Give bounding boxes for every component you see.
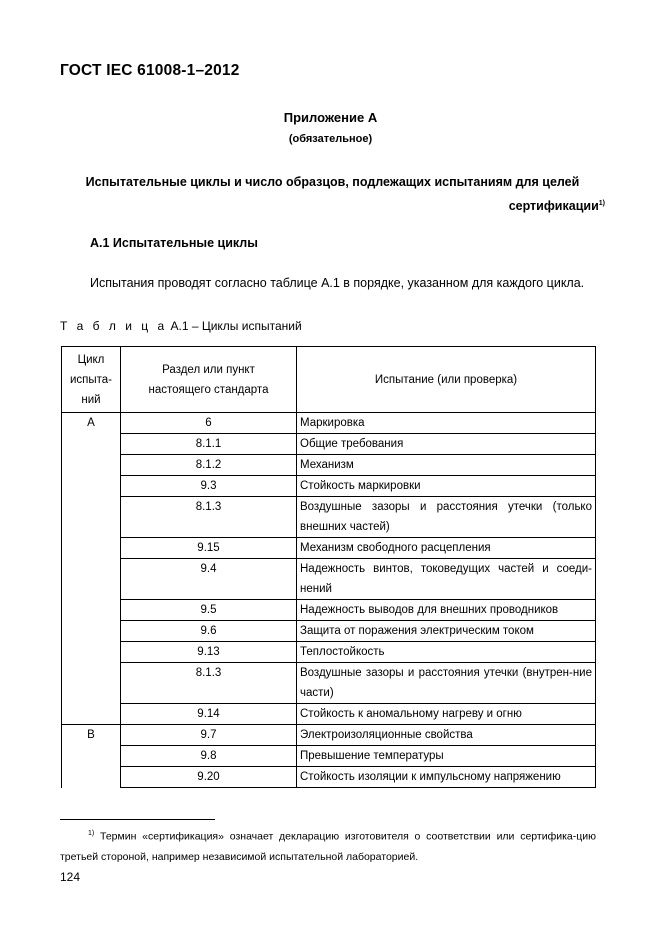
cell-cycle xyxy=(62,621,121,642)
header-clause-line1: Раздел или пункт xyxy=(162,363,255,376)
cell-clause: 9.14 xyxy=(121,704,297,725)
cell-test: Электроизоляционные свойства xyxy=(297,725,596,746)
section-title: А.1 Испытательные циклы xyxy=(90,236,258,250)
cell-clause: 9.3 xyxy=(121,476,297,497)
table-row xyxy=(62,434,596,455)
cell-clause: 9.13 xyxy=(121,642,297,663)
cell-clause: 9.5 xyxy=(121,600,297,621)
cell-cycle xyxy=(62,455,121,476)
cell-test: Воздушные зазоры и расстояния утечки (только внешних частей) xyxy=(297,497,596,538)
table-row xyxy=(62,746,596,767)
cell-clause: 9.15 xyxy=(121,538,297,559)
cell-test: Превышение температуры xyxy=(297,746,596,767)
cell-clause: 9.8 xyxy=(121,746,297,767)
annex-title: Приложение А xyxy=(283,110,378,125)
cell-cycle xyxy=(62,497,121,538)
header-test: Испытание (или проверка) xyxy=(297,347,596,413)
cell-cycle xyxy=(62,538,121,559)
cell-cycle xyxy=(62,663,121,704)
annex-status: (обязательное) xyxy=(288,133,373,145)
table-row xyxy=(62,600,596,621)
cell-cycle: В xyxy=(62,725,121,746)
footnote xyxy=(60,824,596,867)
cell-test: Механизм свободного расцепления xyxy=(297,538,596,559)
cell-clause: 9.4 xyxy=(121,559,297,600)
cell-cycle: А xyxy=(62,413,121,434)
cell-clause: 6 xyxy=(121,413,297,434)
document-code: ГОСТ IEC 61008-1–2012 xyxy=(60,62,240,79)
cell-cycle xyxy=(62,600,121,621)
table-row xyxy=(62,559,596,600)
table-body xyxy=(62,413,596,788)
cell-clause: 8.1.3 xyxy=(121,497,297,538)
cell-test: Воздушные зазоры и расстояния утечки (внутрен-ние части) xyxy=(297,663,596,704)
footnote-marker: 1) xyxy=(88,830,95,837)
table-row xyxy=(62,538,596,559)
cell-cycle xyxy=(62,559,121,600)
header-cycle xyxy=(62,347,121,413)
cell-test: Механизм xyxy=(297,455,596,476)
cell-clause: 8.1.1 xyxy=(121,434,297,455)
cell-test: Стойкость изоляции к импульсному напряжению xyxy=(297,767,596,788)
cell-cycle xyxy=(62,642,121,663)
table-row xyxy=(62,767,596,788)
page-number: 124 xyxy=(60,870,81,884)
cell-clause: 8.1.3 xyxy=(121,663,297,704)
cell-test: Теплостойкость xyxy=(297,642,596,663)
cell-test: Надежность выводов для внешних проводников xyxy=(297,600,596,621)
body-paragraph: Испытания проводят согласно таблице А.1 в порядке, указанном для каждого цикла. xyxy=(90,276,585,290)
header-clause xyxy=(121,347,297,413)
cell-test: Защита от поражения электрическим током xyxy=(297,621,596,642)
cell-cycle xyxy=(62,746,121,767)
cell-cycle xyxy=(62,704,121,725)
cell-test: Стойкость маркировки xyxy=(297,476,596,497)
header-clause-line2: настоящего стандарта xyxy=(148,383,269,396)
cell-clause: 8.1.2 xyxy=(121,455,297,476)
test-cycles-table xyxy=(61,346,596,788)
footnote-body: Термин «сертификация» означает декларацию изготовителя о соответствии или сертифика-цию третьей стороной, например независимой испытательной лабораторией. xyxy=(60,830,596,863)
table-caption-label: Т а б л и ц а xyxy=(60,319,168,333)
table-row xyxy=(62,621,596,642)
footnote-text xyxy=(60,824,596,867)
table-row xyxy=(62,725,596,746)
annex-heading-line2 xyxy=(60,193,605,217)
cell-cycle xyxy=(62,434,121,455)
cell-test: Маркировка xyxy=(297,413,596,434)
footnote-divider xyxy=(60,819,215,820)
table-row xyxy=(62,476,596,497)
table-row xyxy=(62,413,596,434)
footnote-ref: 1) xyxy=(598,200,605,207)
annex-heading-line1: Испытательные циклы и число образцов, подлежащих испытаниям для целей xyxy=(85,175,580,189)
table-caption xyxy=(60,319,302,333)
table-header-row xyxy=(62,347,596,413)
cell-cycle xyxy=(62,476,121,497)
cell-clause: 9.7 xyxy=(121,725,297,746)
table-row xyxy=(62,642,596,663)
table-row xyxy=(62,663,596,704)
cell-clause: 9.6 xyxy=(121,621,297,642)
header-cycle-line2: испыта- xyxy=(69,373,113,386)
cell-clause: 9.20 xyxy=(121,767,297,788)
header-cycle-line1: Цикл xyxy=(77,353,105,366)
table-row xyxy=(62,497,596,538)
table-row xyxy=(62,455,596,476)
table-row xyxy=(62,704,596,725)
annex-heading xyxy=(60,171,605,217)
annex-heading-word: сертификации xyxy=(508,199,599,214)
cell-test: Надежность винтов, токоведущих частей и соеди-нений xyxy=(297,559,596,600)
header-cycle-line3: ний xyxy=(81,393,101,406)
cell-test: Стойкость к аномальному нагреву и огню xyxy=(297,704,596,725)
cell-test: Общие требования xyxy=(297,434,596,455)
cell-cycle xyxy=(62,767,121,788)
table-caption-text: А.1 – Циклы испытаний xyxy=(167,319,302,333)
